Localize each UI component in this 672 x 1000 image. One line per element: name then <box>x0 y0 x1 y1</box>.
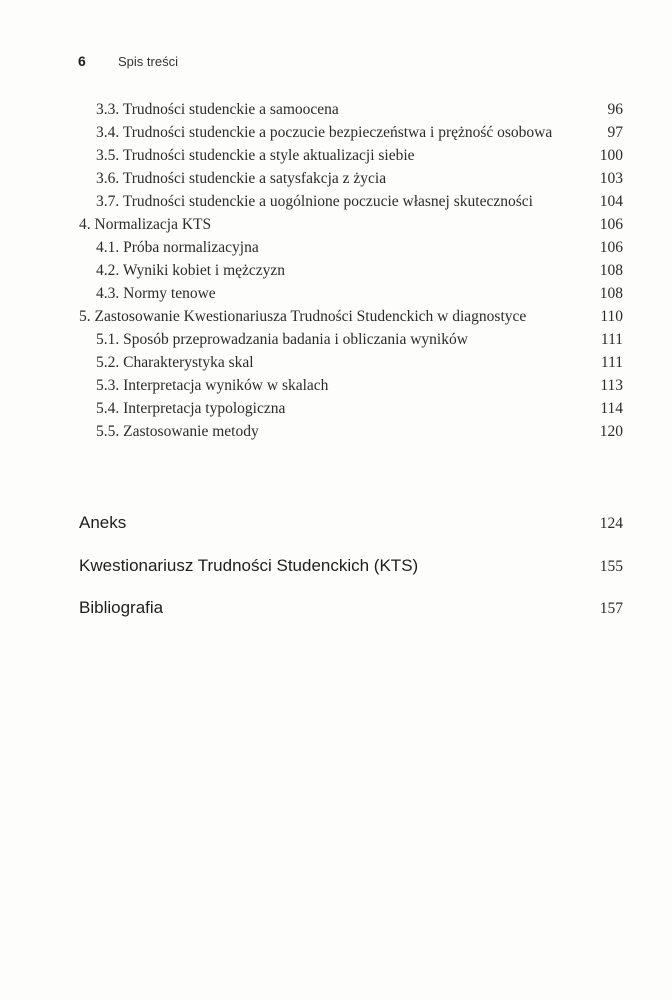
toc-entry <box>0 351 672 374</box>
toc-entry <box>0 98 672 121</box>
toc-entry-page: 96 <box>607 101 623 118</box>
toc-entry-title: 3.3. Trudności studenckie a samoocena <box>96 101 339 118</box>
toc-entry <box>0 167 672 190</box>
toc-entry-title: 4.2. Wyniki kobiet i mężczyzn <box>96 262 286 279</box>
toc-major-title: Kwestionariusz Trudności Studenckich (KTS) <box>79 556 419 575</box>
toc-entry-page: 100 <box>599 147 623 164</box>
toc-entry <box>0 236 672 259</box>
toc-entry-page: 113 <box>600 377 623 394</box>
toc-entry-title: 4.1. Próba normalizacyjna <box>96 239 259 256</box>
toc-entry-page: 103 <box>599 170 623 187</box>
toc-major-title: Aneks <box>79 513 127 532</box>
toc-entry-page: 106 <box>599 239 623 256</box>
toc-major-page: 124 <box>599 515 623 532</box>
toc-entry-title: 3.7. Trudności studenckie a uogólnione poczucie własnej skuteczności <box>96 193 533 210</box>
toc-entry-page: 111 <box>600 354 623 371</box>
toc-chapter <box>0 213 672 236</box>
toc-entry <box>0 374 672 397</box>
toc-entry-title: 4.3. Normy tenowe <box>96 285 216 302</box>
toc-chapter-title: 4. Normalizacja KTS <box>79 216 212 233</box>
toc-entry-title: 5.2. Charakterystyka skal <box>96 354 254 371</box>
toc-entry-page: 108 <box>599 262 623 279</box>
toc-entry-title: 5.4. Interpretacja typologiczna <box>96 400 286 417</box>
toc-chapter <box>0 305 672 328</box>
toc-entry <box>0 121 672 144</box>
toc-entry-page: 114 <box>600 400 623 417</box>
toc-entry <box>0 282 672 305</box>
toc-entry-page: 104 <box>599 193 623 210</box>
section-name: Spis treści <box>118 54 178 69</box>
toc-entry-title: 5.3. Interpretacja wyników w skalach <box>96 377 329 394</box>
toc-entry <box>0 259 672 282</box>
toc-entry <box>0 190 672 213</box>
toc-entry-title: 3.5. Trudności studenckie a style aktualizacji siebie <box>96 147 415 164</box>
table-of-contents <box>0 98 672 443</box>
toc-entry-page: 111 <box>600 331 623 348</box>
toc-entry-page: 108 <box>599 285 623 302</box>
toc-entry <box>0 420 672 443</box>
toc-chapter-page: 110 <box>600 308 623 325</box>
toc-entry-page: 97 <box>607 124 623 141</box>
toc-entry-title: 3.4. Trudności studenckie a poczucie bezpieczeństwa i prężność osobowa <box>96 124 553 141</box>
toc-entry-title: 3.6. Trudności studenckie a satysfakcja z życia <box>96 170 387 187</box>
toc-entry-title: 5.1. Sposób przeprowadzania badania i obliczania wyników <box>96 331 468 348</box>
running-head <box>78 53 178 73</box>
toc-entry <box>0 144 672 167</box>
toc-chapter-page: 106 <box>599 216 623 233</box>
toc-entry <box>0 328 672 351</box>
toc-chapter-title: 5. Zastosowanie Kwestionariusza Trudności Studenckich w diagnostyce <box>79 308 527 325</box>
page-number: 6 <box>78 53 86 69</box>
toc-entry <box>0 397 672 420</box>
toc-major-page: 157 <box>599 600 623 617</box>
toc-entry-title: 5.5. Zastosowanie metody <box>96 423 259 440</box>
toc-major-page: 155 <box>599 558 623 575</box>
toc-major-title: Bibliografia <box>79 598 164 617</box>
toc-entry-page: 120 <box>599 423 623 440</box>
